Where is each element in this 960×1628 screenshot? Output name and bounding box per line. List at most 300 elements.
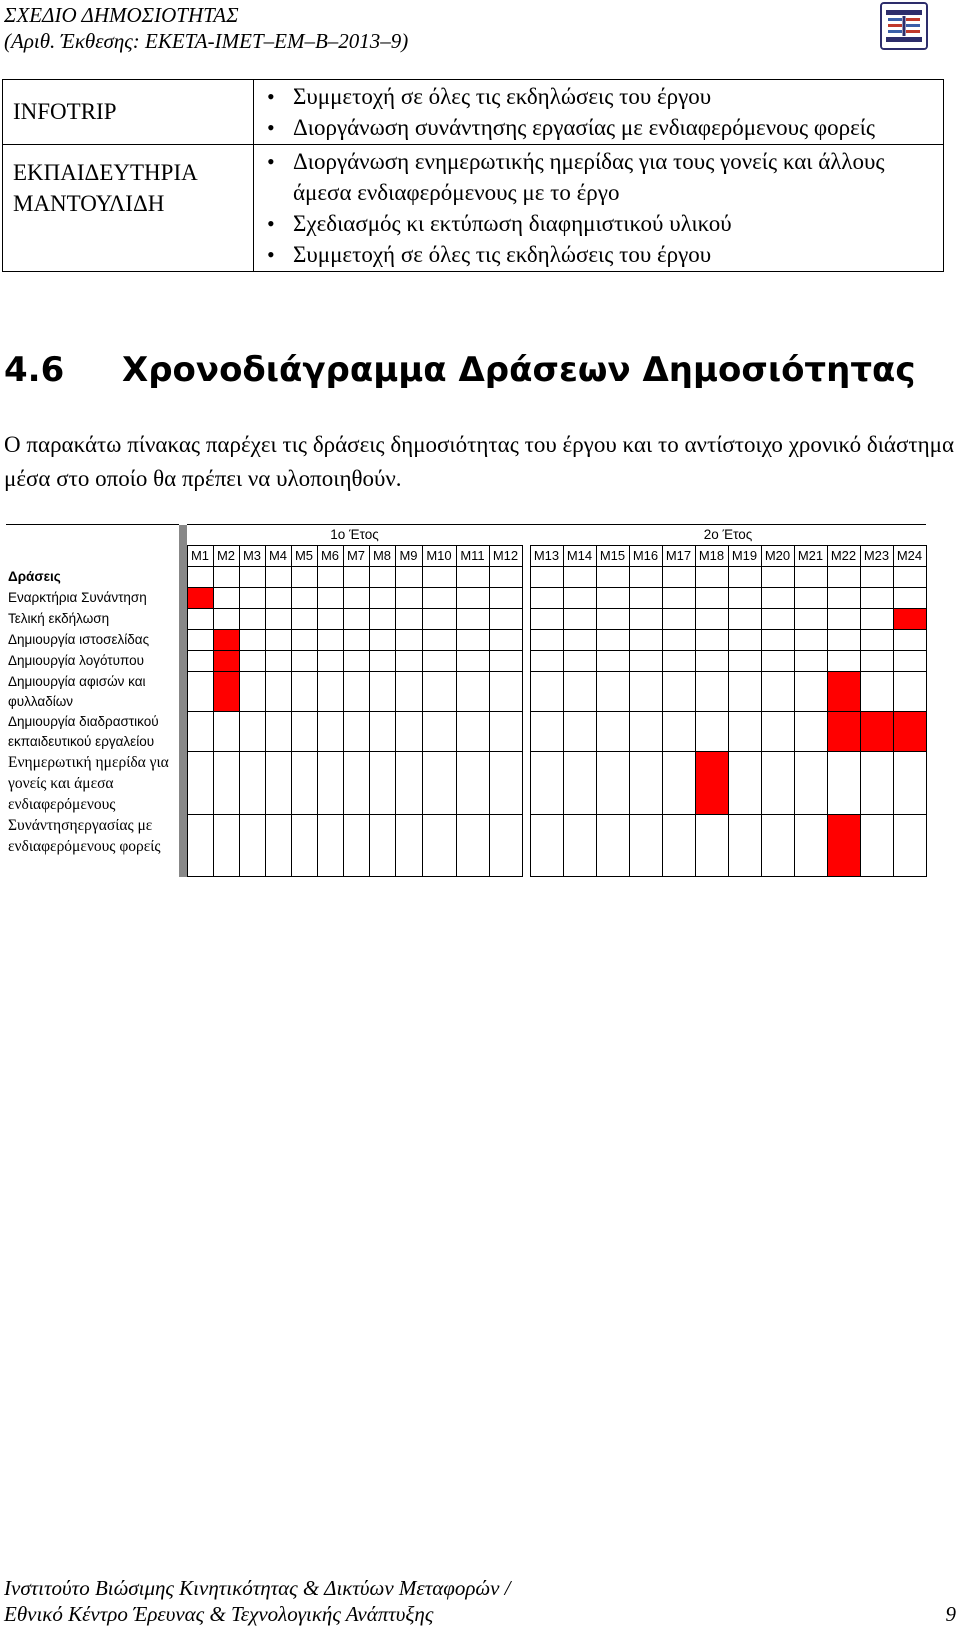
- participant-name-cell: [3, 80, 254, 145]
- schedule-cell: [827, 609, 860, 630]
- active-month-cell: [827, 712, 860, 752]
- schedule-cell: [893, 630, 926, 651]
- year-1-label: 1ο Έτος: [187, 525, 522, 546]
- schedule-cell: [662, 752, 695, 815]
- schedule-cell: [187, 752, 213, 815]
- schedule-cell: [761, 630, 794, 651]
- schedule-cell: [239, 672, 265, 712]
- year-header-row: [6, 525, 926, 546]
- month-label: M14: [563, 546, 596, 567]
- schedule-cell: [827, 630, 860, 651]
- year-2-label: 2ο Έτος: [530, 525, 926, 546]
- schedule-cell: [695, 712, 728, 752]
- active-month-cell: [827, 815, 860, 877]
- schedule-cell: [369, 567, 395, 588]
- schedule-cell: [456, 651, 489, 672]
- schedule-cell: [489, 567, 522, 588]
- schedule-cell: [343, 752, 369, 815]
- schedule-cell: [794, 651, 827, 672]
- schedule-cell: [395, 712, 422, 752]
- year-gap-cell: [522, 815, 530, 877]
- schedule-cell: [395, 567, 422, 588]
- schedule-cell: [794, 815, 827, 877]
- participant-row: [3, 145, 944, 272]
- schedule-cell: [728, 609, 761, 630]
- schedule-cell: [369, 712, 395, 752]
- separator-cell: [179, 567, 187, 588]
- schedule-cell: [422, 609, 456, 630]
- task-item: • Διοργάνωση συνάντησης εργασίας με ενδιαφερόμενους φορείς: [293, 112, 942, 143]
- action-label: Ενημερωτική ημερίδα για γονείς και άμεσα ενδιαφερόμενους: [8, 753, 169, 813]
- schedule-cell: [728, 672, 761, 712]
- schedule-cell: [291, 712, 317, 752]
- schedule-cell: [317, 588, 343, 609]
- schedule-cell: [422, 651, 456, 672]
- schedule-cell: [695, 609, 728, 630]
- schedule-cell: [187, 651, 213, 672]
- month-label: M1: [187, 546, 213, 567]
- schedule-cell: [629, 630, 662, 651]
- schedule-cell: [265, 588, 291, 609]
- schedule-cell: [265, 651, 291, 672]
- month-label: M9: [395, 546, 422, 567]
- schedule-cell: [794, 609, 827, 630]
- active-month-cell: [860, 712, 893, 752]
- separator-cell: [179, 630, 187, 651]
- schedule-cell: [239, 752, 265, 815]
- schedule-cell: [343, 672, 369, 712]
- schedule-cell: [343, 567, 369, 588]
- schedule-cell: [422, 752, 456, 815]
- schedule-cell: [291, 609, 317, 630]
- month-label: M7: [343, 546, 369, 567]
- schedule-cell: [291, 630, 317, 651]
- schedule-cell: [239, 712, 265, 752]
- schedule-cell: [369, 752, 395, 815]
- schedule-cell: [662, 567, 695, 588]
- active-month-cell: [213, 630, 239, 651]
- active-month-cell: [827, 672, 860, 712]
- schedule-cell: [265, 712, 291, 752]
- month-header-row: [6, 546, 926, 567]
- schedule-cell: [265, 567, 291, 588]
- schedule-cell: [530, 672, 563, 712]
- separator-cell: [179, 651, 187, 672]
- schedule-cell: [317, 672, 343, 712]
- schedule-cell: [695, 588, 728, 609]
- month-label: M22: [827, 546, 860, 567]
- month-label: M15: [596, 546, 629, 567]
- section-number: 4.6: [4, 350, 65, 390]
- schedule-cell: [369, 672, 395, 712]
- schedule-cell: [761, 672, 794, 712]
- schedule-cell: [596, 712, 629, 752]
- participant-name-cell: [3, 145, 254, 272]
- schedule-cell: [395, 609, 422, 630]
- schedule-cell: [596, 672, 629, 712]
- schedule-cell: [265, 815, 291, 877]
- schedule-cell: [662, 651, 695, 672]
- schedule-cell: [369, 588, 395, 609]
- schedule-cell: [456, 630, 489, 651]
- schedule-cell: [530, 752, 563, 815]
- schedule-cell: [728, 651, 761, 672]
- action-label: Συνάντησηεργασίας με ενδιαφερόμενους φορείς: [8, 816, 161, 855]
- header-title: ΣΧΕΔΙΟ ΔΗΜΟΣΙΟΤΗΤΑΣ: [4, 3, 239, 27]
- schedule-cell: [563, 672, 596, 712]
- schedule-cell: [317, 815, 343, 877]
- corner-cell: [6, 525, 179, 546]
- task-item: • Συμμετοχή σε όλες τις εκδηλώσεις του έργου: [293, 239, 942, 270]
- intro-paragraph: Ο παρακάτω πίνακας παρέχει τις δράσεις δημοσιότητας του έργου και το αντίστοιχο χρονικό διάστημα μέσα στο οποίο θα πρέπει να υλοποιηθούν.: [4, 432, 954, 491]
- schedule-cell: [563, 712, 596, 752]
- schedule-cell: [728, 752, 761, 815]
- schedule-cell: [827, 651, 860, 672]
- schedule-cell: [187, 567, 213, 588]
- action-row: [6, 588, 926, 609]
- schedule-cell: [827, 567, 860, 588]
- task-item: • Διοργάνωση ενημερωτικής ημερίδας για τους γονείς και άλλους άμεσα ενδιαφερόμενους με το έργο: [293, 146, 942, 208]
- year-gap-cell: [522, 712, 530, 752]
- action-row: [6, 672, 926, 712]
- document-header: [4, 2, 408, 54]
- section-heading: [4, 350, 916, 390]
- action-row: [6, 630, 926, 651]
- schedule-cell: [395, 815, 422, 877]
- schedule-cell: [629, 651, 662, 672]
- actions-header: Δράσεις: [8, 568, 61, 584]
- month-label: M24: [893, 546, 926, 567]
- year-gap-cell: [522, 651, 530, 672]
- schedule-cell: [317, 609, 343, 630]
- schedule-cell: [369, 815, 395, 877]
- schedule-cell: [489, 609, 522, 630]
- schedule-cell: [794, 567, 827, 588]
- participant-tasks-cell: [254, 145, 944, 272]
- schedule-cell: [695, 567, 728, 588]
- schedule-cell: [629, 567, 662, 588]
- month-label: M11: [456, 546, 489, 567]
- schedule-cell: [395, 672, 422, 712]
- schedule-cell: [239, 588, 265, 609]
- section-title: Χρονοδιάγραμμα Δράσεων Δημοσιότητας: [122, 350, 916, 390]
- schedule-cell: [265, 609, 291, 630]
- schedule-cell: [317, 651, 343, 672]
- schedule-cell: [343, 630, 369, 651]
- participant-name: INFOTRIP: [13, 98, 117, 124]
- schedule-cell: [629, 815, 662, 877]
- schedule-cell: [187, 630, 213, 651]
- schedule-cell: [213, 588, 239, 609]
- action-label: Δημιουργία διαδραστικού εκπαιδευτικού εργαλείου: [8, 713, 159, 749]
- schedule-cell: [728, 588, 761, 609]
- schedule-cell: [291, 651, 317, 672]
- schedule-cell: [563, 630, 596, 651]
- separator-cell: [179, 712, 187, 752]
- year-gap-cell: [522, 567, 530, 588]
- schedule-cell: [265, 672, 291, 712]
- schedule-cell: [728, 815, 761, 877]
- month-label: M19: [728, 546, 761, 567]
- separator-cell: [179, 815, 187, 877]
- schedule-cell: [662, 588, 695, 609]
- schedule-cell: [239, 651, 265, 672]
- schedule-cell: [827, 752, 860, 815]
- month-label: M17: [662, 546, 695, 567]
- schedule-cell: [893, 672, 926, 712]
- schedule-cell: [489, 815, 522, 877]
- schedule-cell: [563, 752, 596, 815]
- month-label: M12: [489, 546, 522, 567]
- schedule-cell: [187, 815, 213, 877]
- schedule-cell: [662, 815, 695, 877]
- schedule-cell: [343, 651, 369, 672]
- footer-centre: Εθνικό Κέντρο Έρευνας & Τεχνολογικής Ανάπτυξης: [4, 1602, 434, 1626]
- schedule-cell: [893, 752, 926, 815]
- institute-logo: [880, 2, 928, 50]
- schedule-cell: [563, 567, 596, 588]
- header-report-number: (Αριθ. Έκθεσης: ΕΚΕΤΑ-ΙΜΕΤ–ΕΜ–Β–2013–9): [4, 29, 409, 53]
- schedule-cell: [761, 588, 794, 609]
- schedule-cell: [422, 712, 456, 752]
- participant-name: ΕΚΠΑΙΔΕΥΤΗΡΙΑ ΜΑΝΤΟΥΛΙΔΗ: [13, 160, 197, 216]
- schedule-cell: [662, 712, 695, 752]
- schedule-cell: [530, 588, 563, 609]
- schedule-cell: [265, 752, 291, 815]
- schedule-cell: [662, 630, 695, 651]
- schedule-cell: [489, 588, 522, 609]
- schedule-cell: [860, 630, 893, 651]
- active-month-cell: [213, 651, 239, 672]
- schedule-cell: [422, 630, 456, 651]
- schedule-cell: [794, 712, 827, 752]
- year-gap-cell: [522, 672, 530, 712]
- action-row: [6, 609, 926, 630]
- schedule-cell: [563, 588, 596, 609]
- schedule-cell: [422, 567, 456, 588]
- schedule-cell: [893, 567, 926, 588]
- schedule-cell: [530, 651, 563, 672]
- document-footer: [4, 1575, 956, 1627]
- schedule-cell: [695, 672, 728, 712]
- schedule-cell: [860, 588, 893, 609]
- month-label: M2: [213, 546, 239, 567]
- schedule-cell: [530, 630, 563, 651]
- schedule-cell: [456, 567, 489, 588]
- month-label: M3: [239, 546, 265, 567]
- separator-cell: [179, 546, 187, 567]
- schedule-cell: [596, 651, 629, 672]
- schedule-cell: [629, 672, 662, 712]
- action-row: [6, 815, 926, 877]
- logo-graphic: [882, 4, 926, 48]
- month-label: M4: [265, 546, 291, 567]
- schedule-cell: [794, 752, 827, 815]
- action-label: Δημιουργία λογότυπου: [8, 652, 145, 668]
- schedule-cell: [489, 651, 522, 672]
- schedule-cell: [395, 588, 422, 609]
- schedule-cell: [213, 752, 239, 815]
- action-label: Εναρκτήρια Συνάντηση: [8, 589, 147, 605]
- schedule-cell: [422, 672, 456, 712]
- schedule-cell: [860, 752, 893, 815]
- schedule-cell: [239, 630, 265, 651]
- schedule-cell: [530, 567, 563, 588]
- schedule-cell: [596, 630, 629, 651]
- schedule-cell: [456, 672, 489, 712]
- schedule-cell: [794, 672, 827, 712]
- schedule-cell: [422, 815, 456, 877]
- schedule-cell: [456, 752, 489, 815]
- year-gap-cell: [522, 588, 530, 609]
- schedule-cell: [395, 752, 422, 815]
- schedule-cell: [291, 672, 317, 712]
- participants-table: [2, 79, 944, 272]
- active-month-cell: [695, 752, 728, 815]
- schedule-cell: [489, 672, 522, 712]
- month-label: M13: [530, 546, 563, 567]
- schedule-cell: [369, 651, 395, 672]
- separator-cell: [179, 609, 187, 630]
- schedule-cell: [629, 752, 662, 815]
- schedule-cell: [369, 609, 395, 630]
- task-item: • Συμμετοχή σε όλες τις εκδηλώσεις του έργου: [293, 81, 942, 112]
- schedule-cell: [291, 567, 317, 588]
- schedule-cell: [239, 609, 265, 630]
- schedule-cell: [422, 588, 456, 609]
- schedule-cell: [395, 630, 422, 651]
- month-label: M6: [317, 546, 343, 567]
- schedule-cell: [265, 630, 291, 651]
- schedule-cell: [369, 630, 395, 651]
- schedule-cell: [213, 712, 239, 752]
- active-month-cell: [213, 672, 239, 712]
- schedule-cell: [239, 815, 265, 877]
- schedule-cell: [239, 567, 265, 588]
- participant-tasks-cell: [254, 80, 944, 145]
- schedule-cell: [456, 712, 489, 752]
- schedule-cell: [563, 815, 596, 877]
- task-list: [255, 81, 942, 143]
- schedule-cell: [530, 609, 563, 630]
- schedule-cell: [761, 567, 794, 588]
- schedule-cell: [187, 672, 213, 712]
- schedule-cell: [761, 712, 794, 752]
- schedule-cell: [827, 588, 860, 609]
- schedule-cell: [456, 815, 489, 877]
- schedule-cell: [343, 588, 369, 609]
- month-label: M20: [761, 546, 794, 567]
- schedule-cell: [794, 630, 827, 651]
- schedule-cell: [860, 815, 893, 877]
- schedule-cell: [761, 651, 794, 672]
- task-list: [255, 146, 942, 270]
- schedule-cell: [893, 815, 926, 877]
- schedule-cell: [860, 609, 893, 630]
- schedule-cell: [662, 672, 695, 712]
- schedule-cell: [317, 752, 343, 815]
- schedule-cell: [728, 567, 761, 588]
- schedule-cell: [530, 815, 563, 877]
- schedule-cell: [794, 588, 827, 609]
- schedule-cell: [343, 815, 369, 877]
- schedule-cell: [187, 712, 213, 752]
- active-month-cell: [893, 712, 926, 752]
- schedule-cell: [596, 752, 629, 815]
- year-gap-cell: [522, 609, 530, 630]
- separator-cell: [179, 525, 187, 546]
- year-gap-cell: [522, 630, 530, 651]
- footer-institute: Ινστιτούτο Βιώσιμης Κινητικότητας & Δικτύων Μεταφορών /: [4, 1576, 511, 1600]
- action-label: Τελική εκδήλωση: [8, 610, 110, 626]
- year-gap-cell: [522, 546, 530, 567]
- separator-cell: [179, 672, 187, 712]
- action-label: Δημιουργία αφισών και φυλλαδίων: [8, 673, 146, 709]
- schedule-cell: [761, 815, 794, 877]
- active-month-cell: [893, 609, 926, 630]
- schedule-cell: [291, 815, 317, 877]
- schedule-cell: [695, 651, 728, 672]
- schedule-cell: [456, 588, 489, 609]
- schedule-cell: [489, 630, 522, 651]
- schedule-cell: [563, 651, 596, 672]
- schedule-cell: [489, 712, 522, 752]
- schedule-cell: [489, 752, 522, 815]
- schedule-cell: [596, 609, 629, 630]
- action-label: Δημιουργία ιστοσελίδας: [8, 631, 150, 647]
- active-month-cell: [187, 588, 213, 609]
- task-item: • Σχεδιασμός κι εκτύπωση διαφημιστικού υλικού: [293, 208, 942, 239]
- schedule-cell: [213, 815, 239, 877]
- schedule-cell: [629, 609, 662, 630]
- schedule-cell: [213, 567, 239, 588]
- schedule-cell: [317, 630, 343, 651]
- schedule-cell: [291, 588, 317, 609]
- month-label: M18: [695, 546, 728, 567]
- action-row: [6, 712, 926, 752]
- schedule-cell: [187, 609, 213, 630]
- schedule-cell: [860, 567, 893, 588]
- participant-row: [3, 80, 944, 145]
- schedule-cell: [291, 752, 317, 815]
- month-label: M5: [291, 546, 317, 567]
- month-label: M21: [794, 546, 827, 567]
- month-label: M16: [629, 546, 662, 567]
- schedule-cell: [662, 609, 695, 630]
- separator-cell: [179, 752, 187, 815]
- schedule-cell: [317, 567, 343, 588]
- schedule-cell: [728, 712, 761, 752]
- schedule-cell: [761, 752, 794, 815]
- action-row: [6, 752, 926, 815]
- month-label: M23: [860, 546, 893, 567]
- year-gap-cell: [522, 525, 530, 546]
- schedule-cell: [563, 609, 596, 630]
- schedule-cell: [456, 609, 489, 630]
- month-label: M8: [369, 546, 395, 567]
- schedule-cell: [596, 815, 629, 877]
- separator-cell: [179, 588, 187, 609]
- corner-cell: [6, 546, 179, 567]
- schedule-cell: [530, 712, 563, 752]
- schedule-cell: [860, 651, 893, 672]
- schedule-cell: [893, 651, 926, 672]
- schedule-cell: [213, 609, 239, 630]
- schedule-cell: [893, 588, 926, 609]
- schedule-cell: [596, 588, 629, 609]
- year-gap-cell: [522, 752, 530, 815]
- actions-header-row: [6, 567, 926, 588]
